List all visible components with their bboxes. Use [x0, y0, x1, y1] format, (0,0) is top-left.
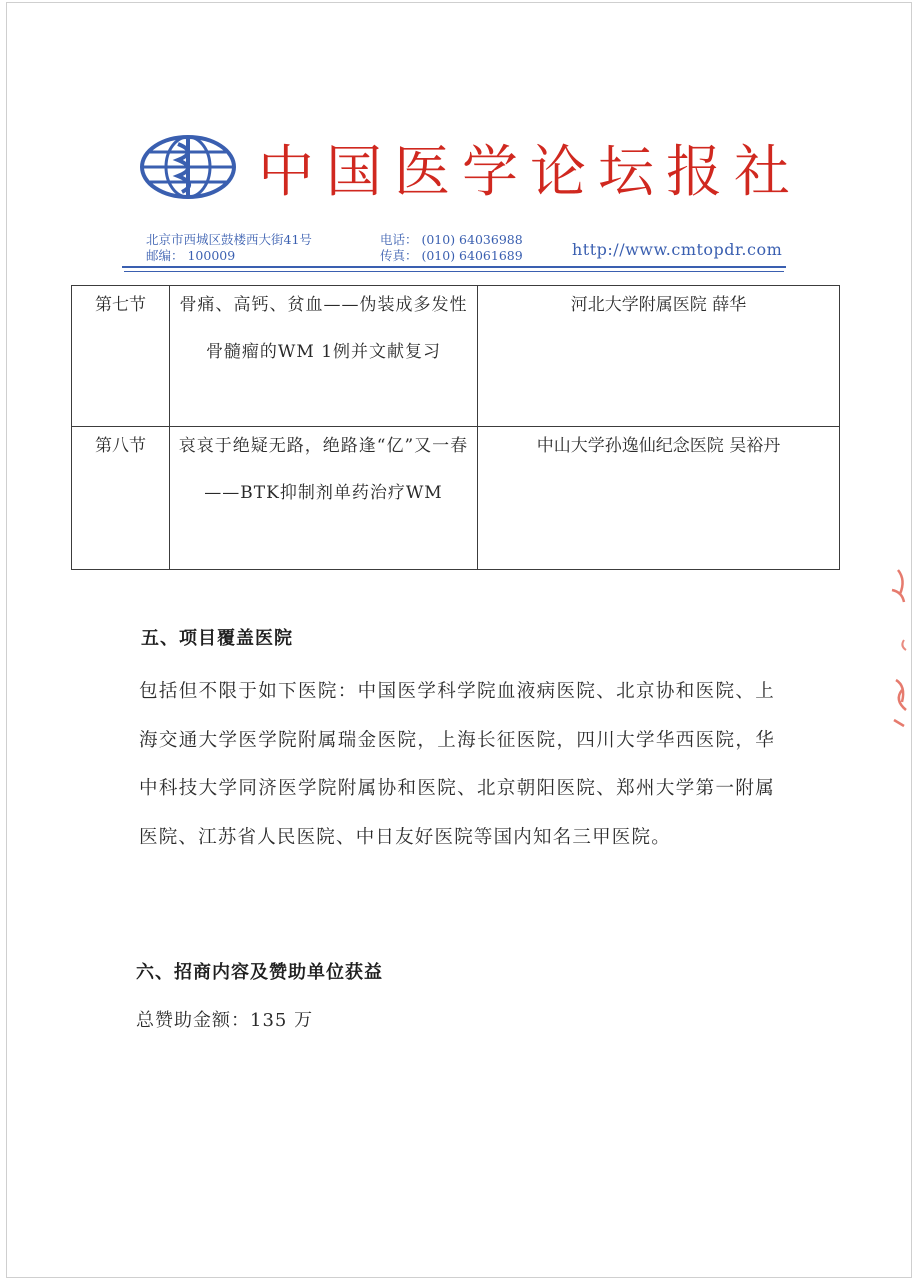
topic-cell: 哀哀于绝疑无路，绝路逢“亿”又一春——BTK抑制剂单药治疗WM — [170, 427, 478, 570]
postcode-text: 邮编： 100009 — [146, 248, 236, 263]
address-block — [146, 232, 312, 264]
globe-caduceus-logo — [138, 134, 238, 200]
contact-block — [380, 232, 523, 264]
topic-cell: 骨痛、高钙、贫血——伪装成多发性骨髓瘤的WM 1例并文献复习 — [170, 286, 478, 427]
section-five-body: 包括但不限于如下医院：中国医学科学院血液病医院、北京协和医院、上海交通大学医学院附属瑞金医院，上海长征医院，四川大学华西医院，华中科技大学同济医学院附属协和医院、北京朝阳医院、郑州大学第一附属医院、江苏省人民医院、中日友好医院等国内知名三甲医院。 — [139, 681, 775, 848]
organization-name: 中国医学论坛报社 — [258, 140, 802, 205]
section-six-heading: 六、招商内容及赞助单位获益 — [136, 962, 383, 983]
schedule-table — [71, 285, 840, 570]
section-cell: 第八节 — [72, 427, 170, 570]
speaker-cell: 河北大学附属医院 薛华 — [478, 286, 840, 427]
table-row — [72, 427, 840, 570]
table-row — [72, 286, 840, 427]
speaker-cell: 中山大学孙逸仙纪念医院 吴裕丹 — [478, 427, 840, 570]
red-seal-stamp-fragment — [878, 560, 912, 740]
address-text: 北京市西城区鼓楼西大街41号 — [146, 232, 312, 247]
phone-text: 电话： (010) 64036988 — [380, 232, 523, 247]
fax-text: 传真： (010) 64061689 — [380, 248, 523, 263]
letterhead-divider-thin — [124, 271, 784, 272]
sponsor-amount: 总赞助金额：135 万 — [136, 1010, 314, 1031]
section-cell: 第七节 — [72, 286, 170, 427]
letterhead-divider — [122, 266, 786, 268]
section-five-heading: 五、项目覆盖医院 — [141, 628, 293, 649]
website-link[interactable]: http://www.cmtopdr.com — [572, 240, 783, 259]
